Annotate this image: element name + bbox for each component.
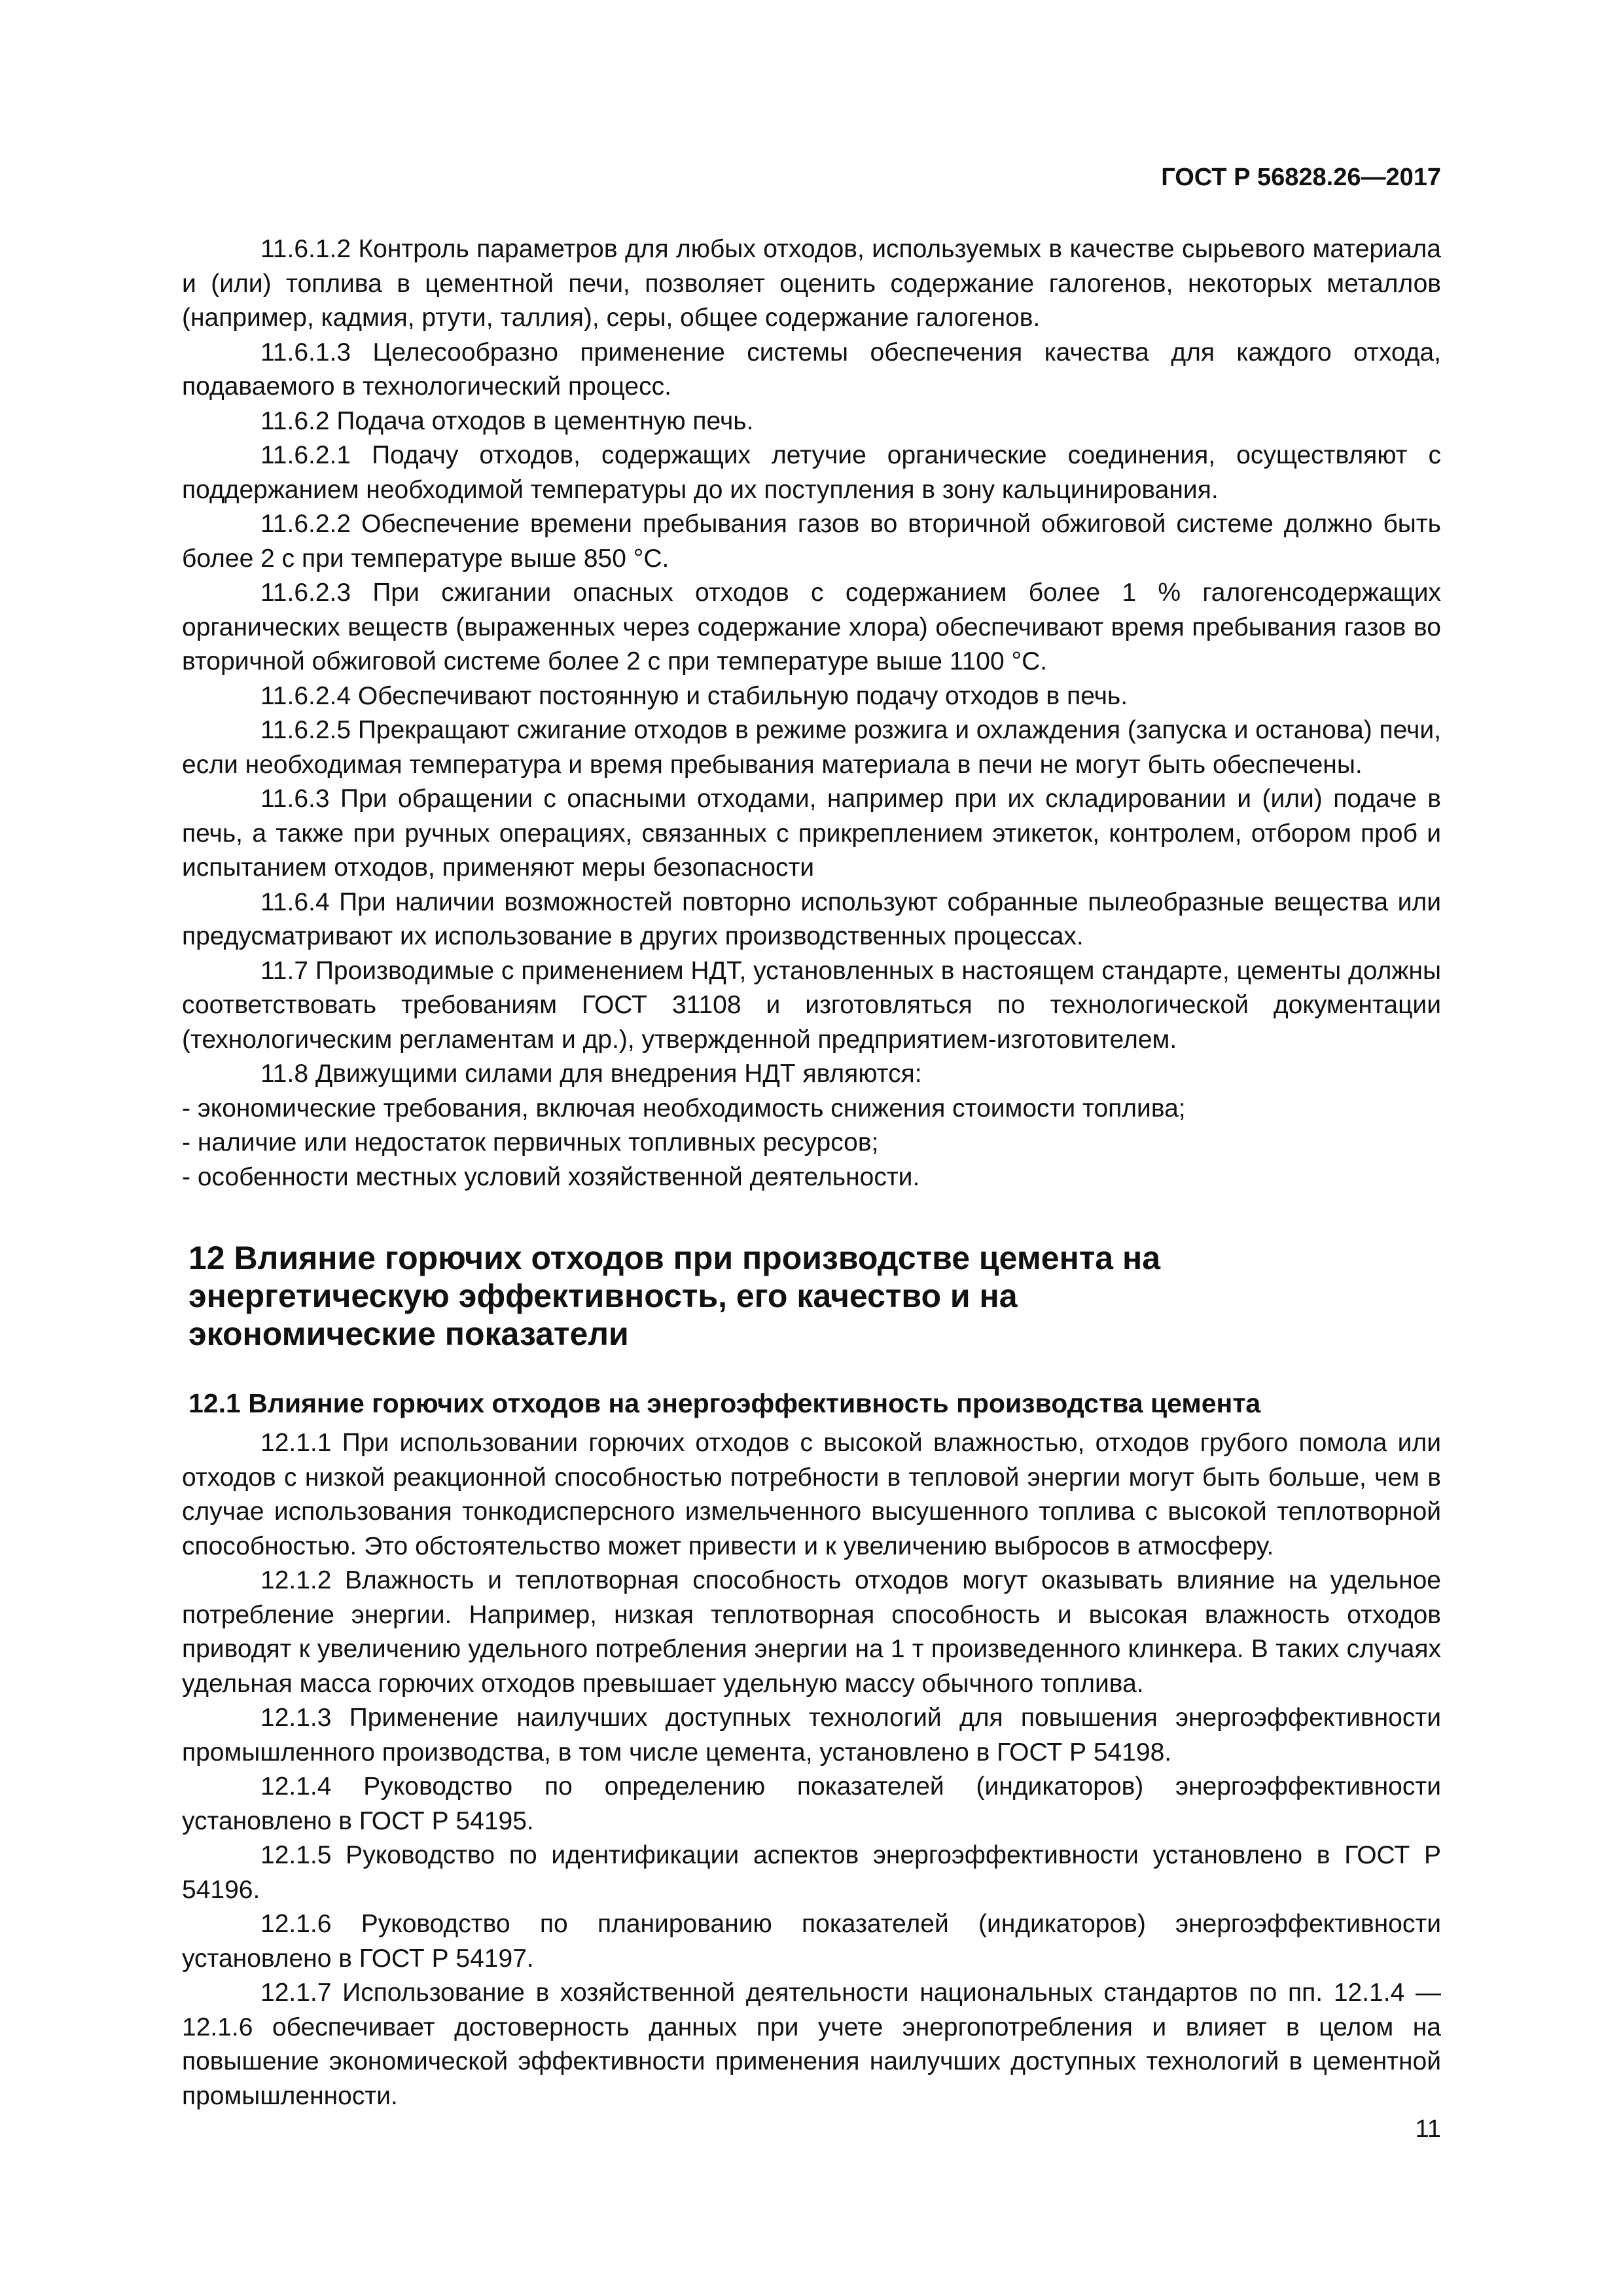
paragraph-12-1-2: 12.1.2 Влажность и теплотворная способность отходов могут оказывать влияние на удельное потребление энергии. Например, низкая теплотворная способность и высокая влажность отходов приводят к увеличению удельного потребления энергии на 1 т произведенного клинкера. В таких случаях удельная масса горючих отходов превышает удельную массу обычного топлива. — [182, 1566, 1441, 1698]
paragraph-12-1-1: 12.1.1 При использовании горючих отходов с высокой влажностью, отходов грубого помола или отходов с низкой реакционной способностью потребности в тепловой энергии могут быть больше, чем в случае использования тонкодисперсного измельченного высушенного топлива с высокой теплотворной способностью. Это обстоятельство может привести и к увеличению выбросов в атмосферу. — [182, 1429, 1441, 1560]
paragraph-11-8: 11.8 Движущими силами для внедрения НДТ являются: — [260, 1060, 922, 1088]
paragraph-11-6-2-1: 11.6.2.1 Подачу отходов, содержащих летучие органические соединения, осуществляют с поддержанием необходимой температуры до их поступления в зону кальцинирования. — [182, 441, 1441, 504]
dash-item: - экономические требования, включая необходимость снижения стоимости топлива; — [182, 1094, 1186, 1122]
dash-item: - наличие или недостаток первичных топливных ресурсов; — [182, 1128, 879, 1157]
document-body — [182, 232, 1441, 2113]
paragraph-12-1-3: 12.1.3 Применение наилучших доступных технологий для повышения энергоэффективности промышленного производства, в том числе цемента, установлено в ГОСТ Р 54198. — [182, 1704, 1441, 1767]
paragraph-12-1-6: 12.1.6 Руководство по планированию показателей (индикаторов) энергоэффективности установлено в ГОСТ Р 54197. — [182, 1910, 1441, 1973]
paragraph-11-6-2-3: 11.6.2.3 При сжигании опасных отходов с содержанием более 1 % галогенсодержащих органических веществ (выраженных через содержание хлора) обеспечивают время пребывания газов во вторичной обжиговой системе более 2 с при температуре выше 1100 °С. — [182, 579, 1441, 675]
paragraph-11-7: 11.7 Производимые с применением НДТ, установленных в настоящем стандарте, цементы должны соответствовать требованиям ГОСТ 31108 и изготовляться по технологической документации (технологическим регламентам и др.), утвержденной предприятием-изготовителем. — [182, 956, 1441, 1054]
dash-item: - особенности местных условий хозяйственной деятельности. — [182, 1162, 920, 1191]
paragraph-11-6-2: 11.6.2 Подача отходов в цементную печь. — [260, 406, 754, 435]
paragraph-11-6-1-3: 11.6.1.3 Целесообразно применение системы обеспечения качества для каждого отхода, подаваемого в технологический процесс. — [182, 338, 1441, 401]
paragraph-11-6-2-2: 11.6.2.2 Обеспечение времени пребывания газов во вторичной обжиговой системе должно быть более 2 с при температуре выше 850 °С. — [182, 510, 1441, 573]
paragraph-11-6-3: 11.6.3 При обращении с опасными отходами, например при их складировании и (или) подаче в печь, а также при ручных операциях, связанных с прикреплением этикеток, контролем, отбором проб и испытанием отходов, применяют меры безопасности — [182, 785, 1441, 882]
paragraph-11-6-1-2: 11.6.1.2 Контроль параметров для любых отходов, используемых в качестве сырьевого материала и (или) топлива в цементной печи, позволяет оценить содержание галогенов, некоторых металлов (например, кадмия, ртути, таллия), серы, общее содержание галогенов. — [182, 235, 1441, 332]
paragraph-11-6-2-4: 11.6.2.4 Обеспечивают постоянную и стабильную подачу отходов в печь. — [260, 681, 1128, 710]
subsection-12-1-heading: 12.1 Влияние горючих отходов на энергоэффективность производства цемента — [188, 1388, 1261, 1418]
paragraph-12-1-7: 12.1.7 Использование в хозяйственной деятельности национальных стандартов по пп. 12.1.4 — 12.1.6 обеспечивает достоверность данных при учете энергопотребления и влияет в целом на повышение экономической эффективности применения наилучших доступных технологий в цементной промышленности. — [182, 1979, 1441, 2110]
section-12-heading: 12 Влияние горючих отходов при производстве цемента на энергетическую эффективность, его качество и на экономические показатели — [188, 1240, 1161, 1352]
paragraph-12-1-4: 12.1.4 Руководство по определению показателей (индикаторов) энергоэффективности установлено в ГОСТ Р 54195. — [182, 1772, 1441, 1835]
paragraph-11-6-4: 11.6.4 При наличии возможностей повторно используют собранные пылеобразные вещества или предусматривают их использование в других производственных процессах. — [182, 888, 1441, 950]
paragraph-12-1-5: 12.1.5 Руководство по идентификации аспектов энергоэффективности установлено в ГОСТ Р 54196. — [182, 1841, 1441, 1904]
page-number: 11 — [1415, 2115, 1441, 2143]
document-header: ГОСТ Р 56828.26—2017 — [1161, 164, 1441, 191]
paragraph-11-6-2-5: 11.6.2.5 Прекращают сжигание отходов в режиме розжига и охлаждения (запуска и останова) печи, если необходимая температура и время пребывания материала в печи не могут быть обеспечены. — [182, 716, 1441, 779]
